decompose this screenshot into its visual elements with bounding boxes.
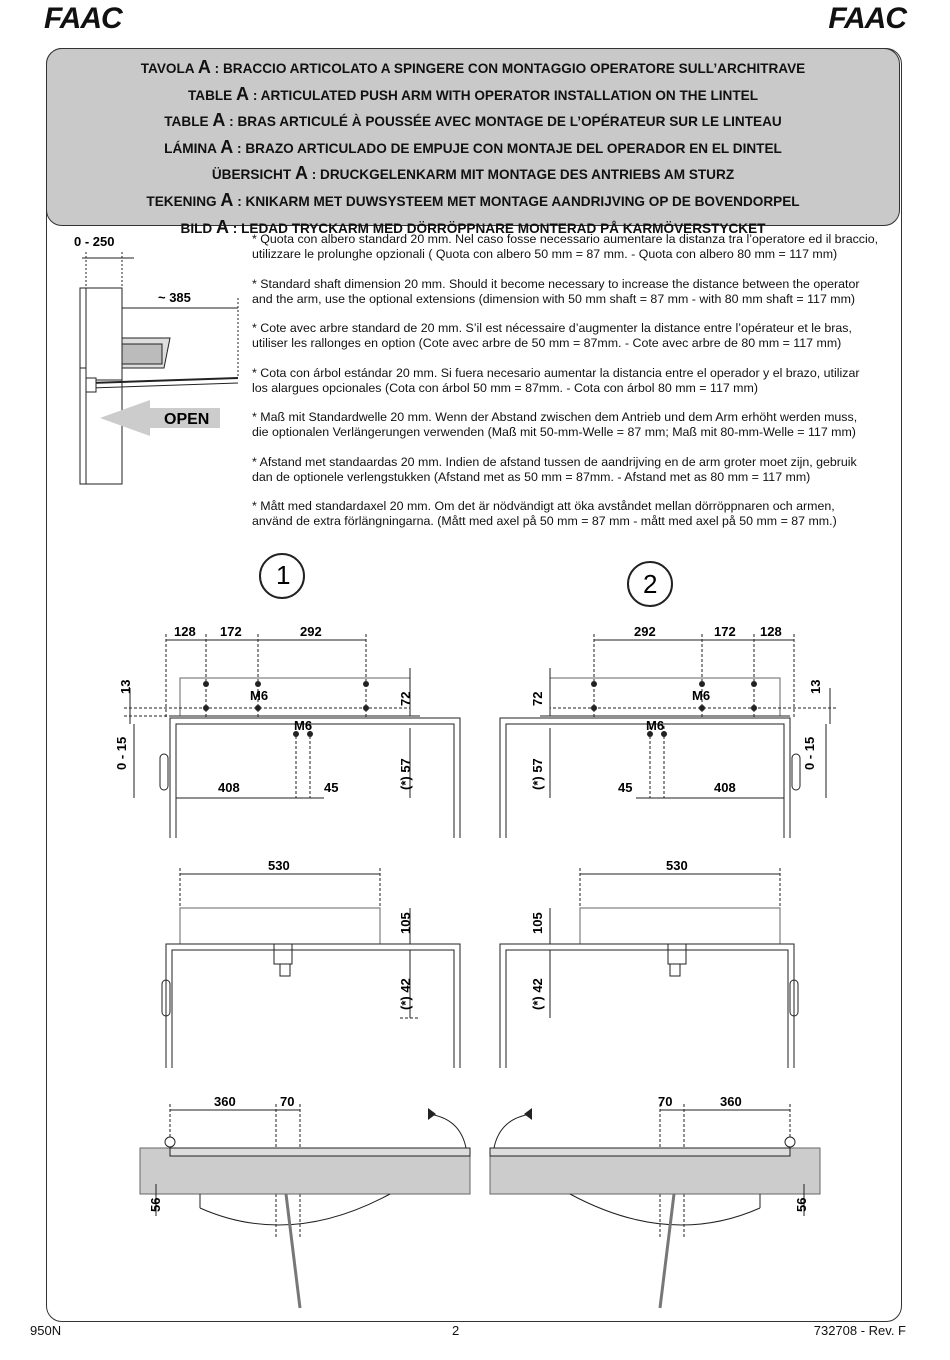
open-label: OPEN xyxy=(164,411,210,428)
label-m6-upper: M6 xyxy=(250,688,269,703)
title-line-fr: TABLE A : BRAS ARTICULÉ À POUSSÉE AVEC MONTAGE DE L’OPÉRATEUR SUR LE LINTEAU xyxy=(164,110,782,131)
diagram-2-number: 2 xyxy=(643,569,658,599)
dim-72: 72 xyxy=(398,691,413,706)
dim-408-r: 408 xyxy=(714,780,736,795)
note-it: * Quota con albero standard 20 mm. Nel caso fosse necessario aumentare la distanza tra l’operatore ed il braccio, utilizzare le prolunghe opzionali ( Quota con albero 50 mm = 87 mm. - Quota con albero 80 mm = 117 mm) xyxy=(252,232,879,261)
dim-0-15: 0 - 15 xyxy=(114,736,129,770)
dim-172: 172 xyxy=(220,624,242,639)
dim-72-r: 72 xyxy=(530,691,545,706)
dim-56: 56 xyxy=(148,1197,163,1212)
dim-172-r: 172 xyxy=(714,624,736,639)
dim-45: 45 xyxy=(324,780,339,795)
dim-42-r: (*) 42 xyxy=(530,978,545,1010)
dim-292: 292 xyxy=(300,624,322,639)
dim-360: 360 xyxy=(214,1094,236,1109)
note-en: * Standard shaft dimension 20 mm. Should it become necessary to increase the distance between the operator and the arm, use the optional extensions (dimension with 50 mm shaft = 87 mm - with 80 mm shaft = 117 mm) xyxy=(252,276,860,306)
dim-57: (*) 57 xyxy=(398,758,413,790)
footer-model: 950N xyxy=(30,1323,62,1338)
dim-13: 13 xyxy=(118,679,133,694)
swing-arrow-icon xyxy=(428,1108,436,1120)
dim-57-r: (*) 57 xyxy=(530,758,545,790)
faac-logo-right: FAAC xyxy=(828,2,906,35)
dim-360-r: 360 xyxy=(720,1094,742,1109)
dim-105-r: 105 xyxy=(530,912,545,934)
label-m6-lower: M6 xyxy=(294,718,313,733)
note-sv: * Mått med standardaxel 20 mm. Om det är nödvändigt att öka avståndet mellan dörröppnaren och armen, använd de extra förlängningarna. (Mått med axel på 50 mm = 87 mm - mått med axel på 50 mm = 87 mm.) xyxy=(252,499,837,528)
dim-0-15-r: 0 - 15 xyxy=(802,736,817,770)
dim-45-r: 45 xyxy=(618,780,633,795)
footer-page-number: 2 xyxy=(452,1323,460,1338)
footer-doc-code: 732708 - Rev. F xyxy=(813,1323,906,1338)
title-header xyxy=(46,48,900,237)
dim-56-r: 56 xyxy=(794,1197,809,1212)
title-line-es: LÁMINA A : BRAZO ARTICULADO DE EMPUJE CON MONTAJE DEL OPERADOR EN EL DINTEL xyxy=(164,136,782,157)
notes-block xyxy=(252,232,892,544)
dim-70-r: 70 xyxy=(658,1094,673,1109)
title-line-sv: BILD A : LEDAD TRYCKARM MED DÖRRÖPPNARE MONTERAD PÅ KARMÖVERSTYCKET xyxy=(180,216,766,237)
dim-128-r: 128 xyxy=(760,624,782,639)
dim-128: 128 xyxy=(174,624,196,639)
title-line-de: ÜBERSICHT A : DRUCKGELENKARM MIT MONTAGE DES ANTRIEBS AM STURZ xyxy=(211,163,735,184)
note-nl: * Afstand met standaardas 20 mm. Indien de afstand tussen de aandrijving en de arm groter moet zijn, gebruik dan de optionele verlengstukken (Afstand met as 50 mm = 87mm. - Afstand met as 80 mm = 117 mm) xyxy=(252,454,857,484)
installation-diagram-2 xyxy=(480,548,850,1318)
title-line-en: TABLE A : ARTICULATED PUSH ARM WITH OPERATOR INSTALLATION ON THE LINTEL xyxy=(187,83,759,104)
dim-13-r: 13 xyxy=(808,679,823,694)
dim-292-r: 292 xyxy=(634,624,656,639)
faac-logo-left: FAAC xyxy=(44,2,122,35)
dim-42: (*) 42 xyxy=(398,978,413,1010)
side-view-diagram xyxy=(60,228,250,490)
dim-70: 70 xyxy=(280,1094,295,1109)
dim-530: 530 xyxy=(268,858,290,873)
installation-diagram-1 xyxy=(110,548,480,1318)
dim-385: ~ 385 xyxy=(158,290,191,305)
diagram-1-number: 1 xyxy=(276,560,291,590)
label-m6-upper-r: M6 xyxy=(692,688,711,703)
dim-105: 105 xyxy=(398,912,413,934)
dim-0-250: 0 - 250 xyxy=(74,234,115,249)
dim-530-r: 530 xyxy=(666,858,688,873)
label-m6-lower-r: M6 xyxy=(646,718,665,733)
note-es: * Cota con árbol estándar 20 mm. Si fuera necesario aumentar la distancia entre el operador y el brazo, utilizar los alargues opcionales (Cota con árbol 50 mm = 87mm. - Cota con árbol 80 mm = 117 mm) xyxy=(252,365,860,395)
title-line-nl: TEKENING A : KNIKARM MET DUWSYSTEEM MET MONTAGE AANDRIJVING OP DE BOVENDORPEL xyxy=(146,189,800,210)
dim-408: 408 xyxy=(218,780,240,795)
note-fr: * Cote avec arbre standard de 20 mm. S’il est nécessaire d’augmenter la distance entre l’opérateur et le bras, utiliser les rallonges en option (Cote avec arbre de 50 mm = 87mm. - Cote avec arbre de 80 mm = 117 mm) xyxy=(252,321,852,350)
note-de: * Maß mit Standardwelle 20 mm. Wenn der Abstand zwischen dem Antrieb und dem Arm erhöht werden muss, die optionalen Verlängerungen verwenden (Maß mit 50-mm-Welle = 87 mm; Maß mit 80-mm-Welle = 117 mm) xyxy=(252,410,858,439)
title-line-it: TAVOLA A : BRACCIO ARTICOLATO A SPINGERE CON MONTAGGIO OPERATORE SULL’ARCHITRAVE xyxy=(140,57,806,77)
